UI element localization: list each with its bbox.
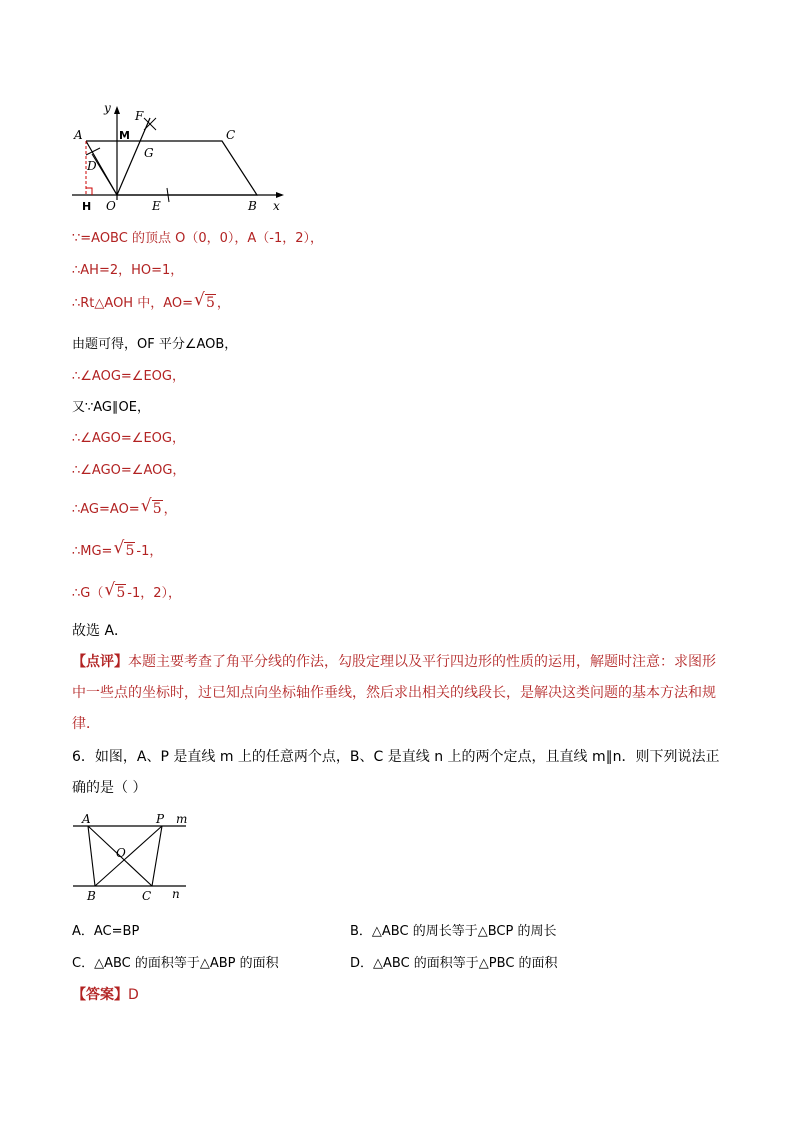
label-h: H — [82, 200, 92, 213]
solution-line-10 — [72, 538, 163, 561]
comment-paragraph — [72, 647, 722, 740]
sqrt-5-b: √ 5 — [140, 496, 162, 517]
solution-line-3-prefix: ∴Rt△AOH 中，AO= — [72, 296, 193, 311]
solution-line-10-suffix: -1， — [136, 544, 163, 559]
solution-line-11-suffix: -1，2）， — [127, 586, 182, 601]
option-b: B．△ABC 的周长等于△BCP 的周长 — [350, 924, 557, 939]
solution-line-5: ∴∠AOG=∠EOG， — [72, 369, 185, 384]
label-o: O — [106, 199, 116, 213]
option-d: D．△ABC 的面积等于△PBC 的面积 — [350, 956, 558, 971]
solution-line-12: 故选 A． — [72, 623, 129, 639]
label-b: B — [248, 199, 257, 213]
option-c: C．△ABC 的面积等于△ABP 的面积 — [72, 956, 279, 971]
right-angle-h — [86, 188, 92, 195]
sqrt-5: √ 5 — [194, 290, 215, 311]
answer-line — [72, 984, 139, 1004]
y-axis-arrow — [114, 106, 120, 114]
sqrt-5-d-value: 5 — [116, 585, 126, 601]
label-g: G — [144, 146, 154, 160]
label-d: D — [87, 159, 97, 173]
question-6-text: 6．如图，A、P 是直线 m 上的任意两个点，B、C 是直线 n 上的两个定点，且直线 m∥n．则下列说法正确的是（ ） — [72, 749, 720, 796]
sqrt-5-d: √ 5 — [104, 580, 126, 601]
comment-tag: 【点评】 — [72, 654, 128, 670]
x-axis-arrow — [276, 192, 284, 198]
sqrt-5-b-value: 5 — [152, 501, 162, 517]
solution-line-9-suffix: ， — [163, 502, 177, 517]
label-c2: C — [142, 889, 152, 903]
solution-line-9 — [72, 496, 177, 519]
solution-line-6: 又∵AG∥OE， — [72, 400, 150, 415]
label-c: C — [226, 128, 236, 142]
solution-line-4: 由题可得，OF 平分∠AOB， — [72, 337, 238, 352]
solution-line-11 — [72, 580, 182, 603]
sqrt-5-c-value: 5 — [125, 543, 135, 559]
solution-line-9-prefix: ∴AG=AO= — [72, 502, 140, 517]
label-m: M — [119, 129, 130, 142]
solution-line-8: ∴∠AGO=∠AOG， — [72, 463, 186, 478]
segment-pc — [152, 826, 162, 886]
sqrt-5-value: 5 — [206, 295, 215, 311]
figure-parallelogram — [70, 100, 290, 215]
answer-value: D — [128, 987, 139, 1003]
solution-line-1: ∵=AOBC 的顶点 O（0，0），A（-1，2）， — [72, 231, 323, 246]
label-a: A — [74, 128, 83, 142]
solution-line-7: ∴∠AGO=∠EOG， — [72, 431, 185, 446]
label-n: n — [172, 887, 180, 901]
label-b2: B — [87, 889, 96, 903]
comment-text: 本题主要考查了角平分线的作法，勾股定理以及平行四边形的性质的运用，解题时注意：求图形中一些点的坐标时，过已知点向坐标轴作垂线，然后求出相关的线段长，是解决这类问题的基本方法和规律． — [72, 654, 716, 732]
label-y: y — [104, 101, 111, 115]
segment-pb — [95, 826, 162, 886]
solution-line-3 — [72, 290, 230, 313]
label-x: x — [273, 199, 280, 213]
solution-line-3-suffix: ， — [216, 296, 230, 311]
solution-line-11-prefix: ∴G（ — [72, 586, 104, 601]
answer-tag: 【答案】 — [72, 987, 128, 1003]
label-a2: A — [82, 812, 91, 826]
label-f: F — [135, 109, 144, 123]
label-e: E — [152, 199, 161, 213]
label-p: P — [156, 812, 165, 826]
label-m2: m — [176, 812, 188, 826]
label-o2: O — [116, 846, 126, 860]
figure-parallel-lines — [70, 810, 195, 910]
sqrt-5-c: √ 5 — [113, 538, 135, 559]
segment-ab — [88, 826, 95, 886]
option-a: A．AC=BP — [72, 924, 140, 939]
solution-line-2: ∴AH=2，HO=1， — [72, 263, 184, 278]
solution-line-10-prefix: ∴MG= — [72, 544, 113, 559]
